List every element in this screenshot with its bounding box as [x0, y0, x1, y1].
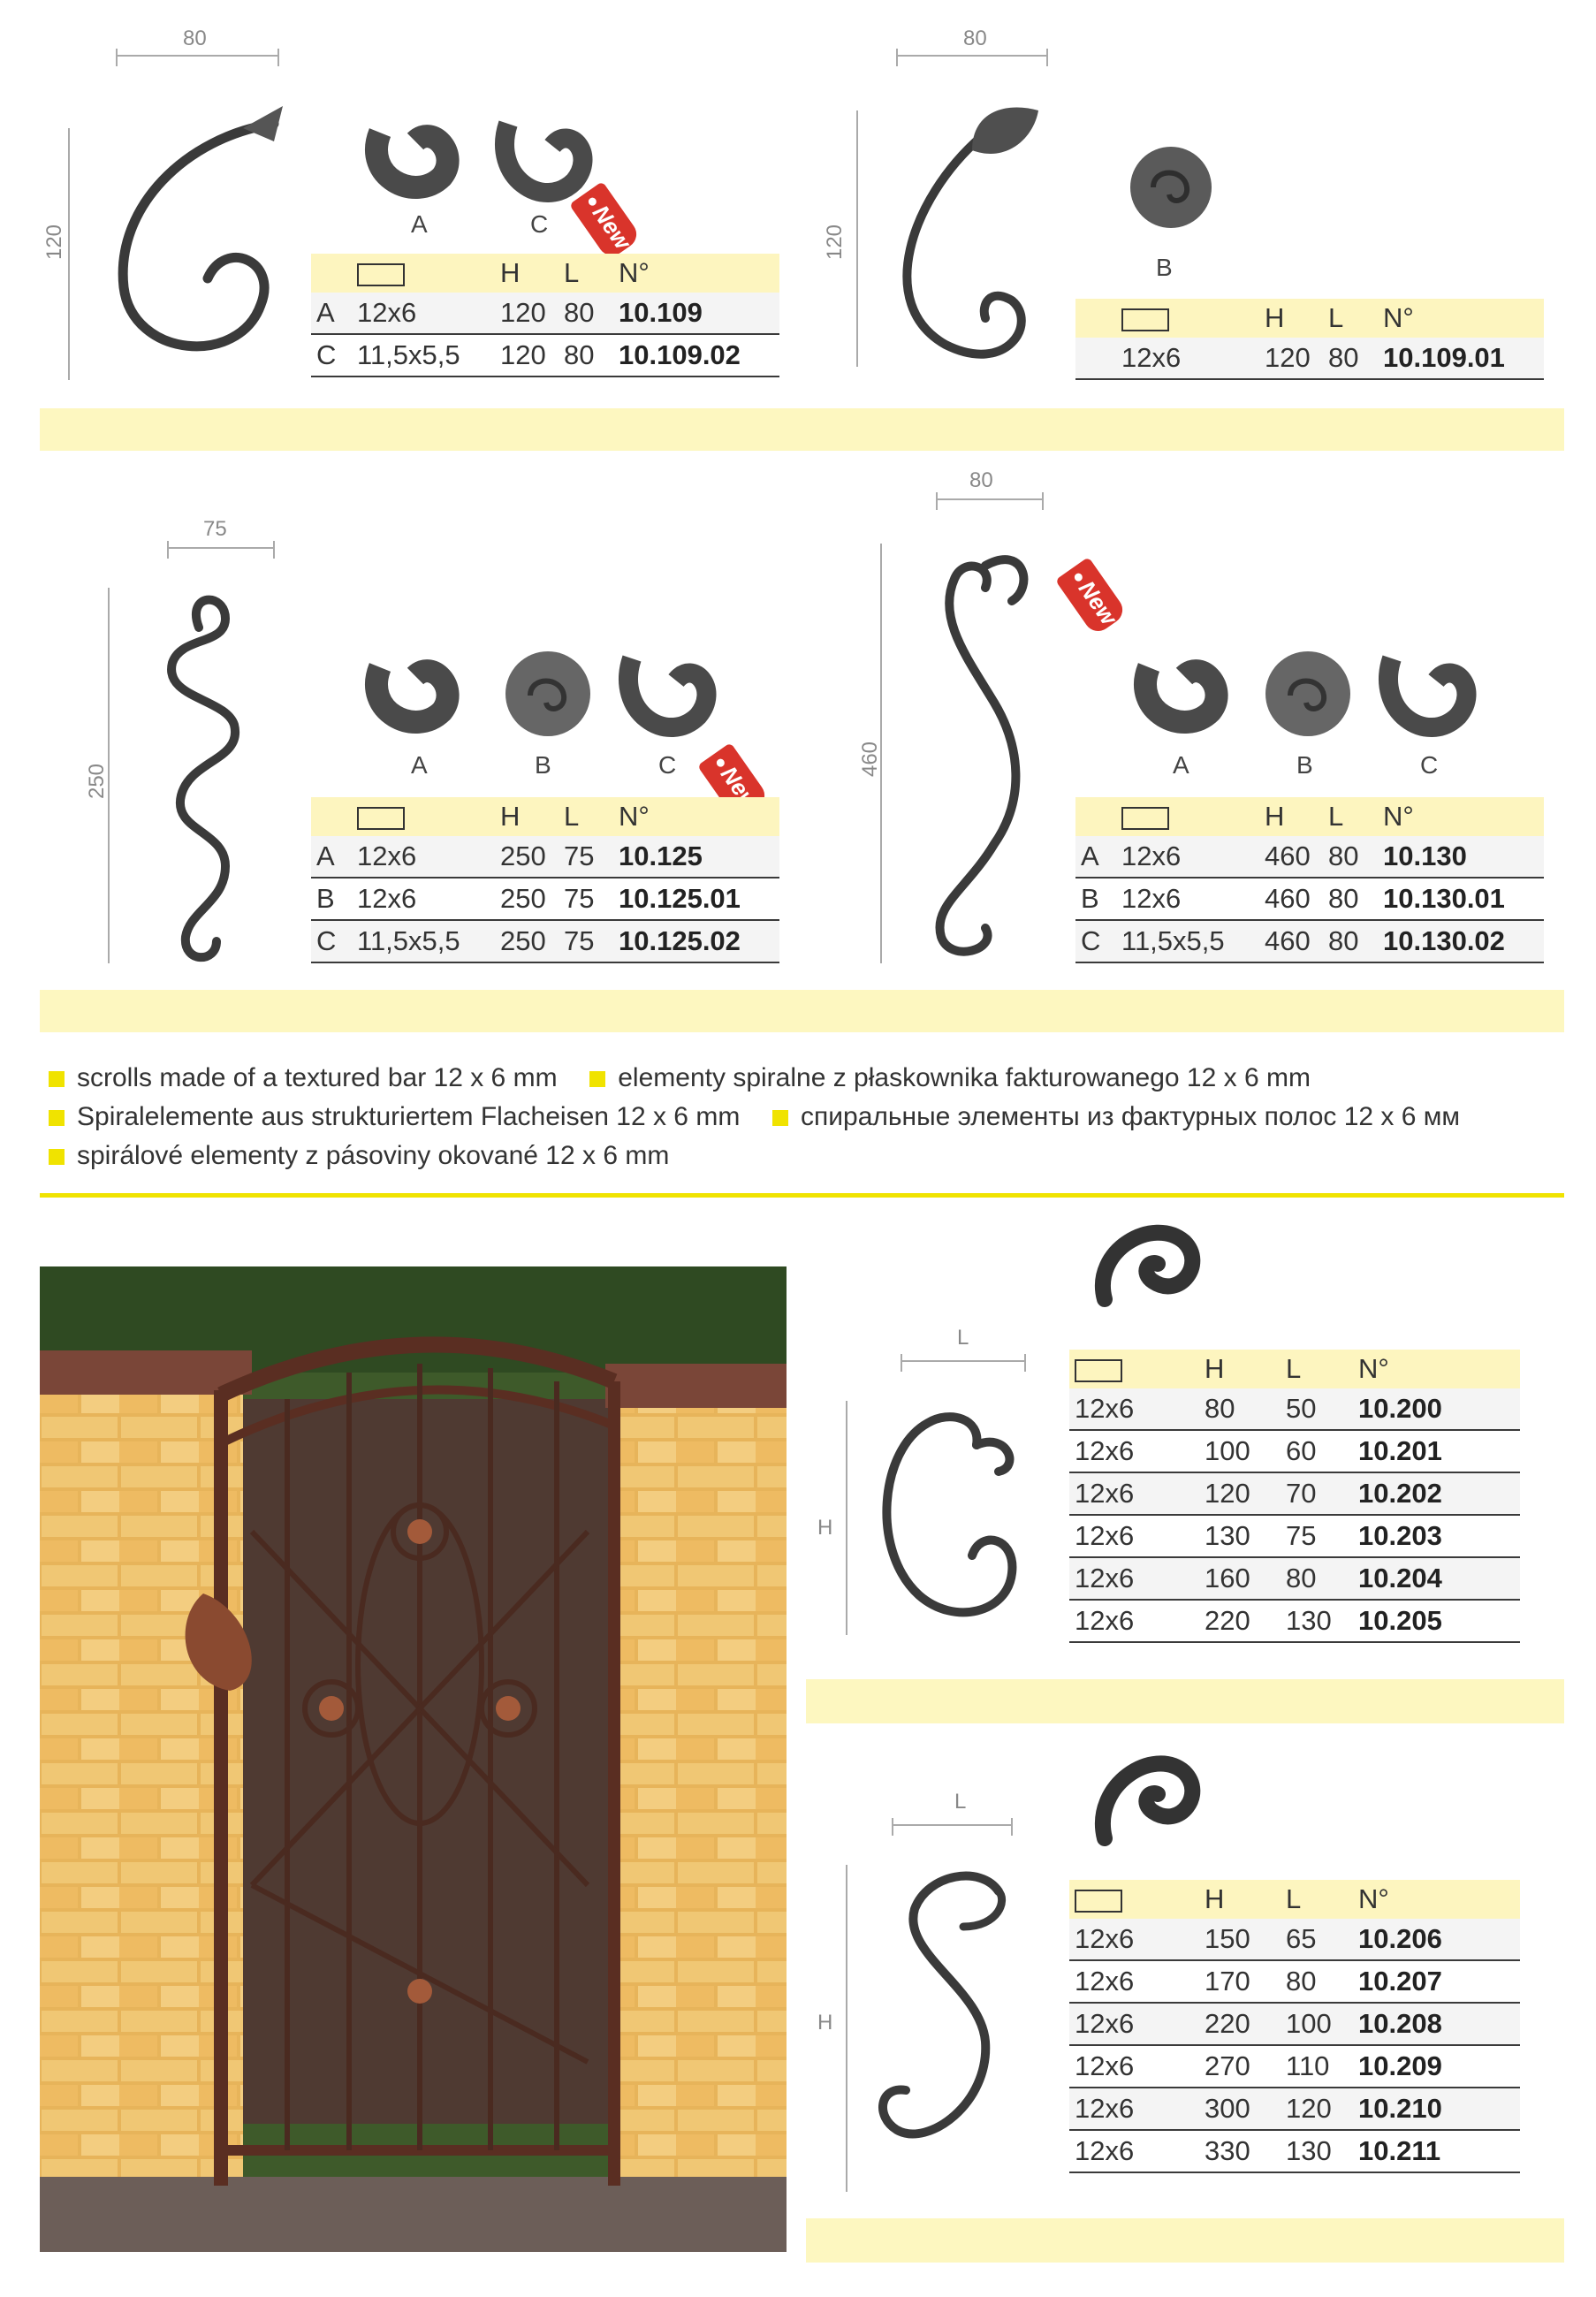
variant-label-a: A — [411, 751, 428, 779]
height-dimension: H — [817, 1516, 833, 1540]
s-scroll-drawing — [831, 1812, 1025, 2201]
scroll-profile-b — [1255, 641, 1361, 747]
bullet-icon — [49, 1071, 65, 1087]
scroll-drawing-1010901 — [840, 40, 1069, 393]
table-row: 12x6 300 120 10.210 — [1069, 2088, 1520, 2130]
description-cz: spirálové elementy z pásoviny okované 12 x 6 mm — [77, 1141, 670, 1170]
table-row: 12x6 330 130 10.211 — [1069, 2130, 1520, 2172]
gate-photo — [40, 1266, 787, 2252]
description-pl: elementy spiralne z płaskownika fakturowanego 12 x 6 mm — [618, 1063, 1311, 1092]
width-dimension: L — [954, 1790, 967, 1814]
table-row: C 11,5x5,5 460 80 10.130.02 — [1075, 920, 1544, 962]
scroll-drawing-10125 — [102, 530, 296, 972]
scroll-profile-b — [1118, 133, 1224, 239]
product-table-c-scrolls: H L N° 12x6 80 50 10.200 12x6 100 60 10.201 12x6 120 70 10.202 12x6 130 75 10.203 12x6 160 80 10.204 12x6 220 130 10.205 — [1069, 1350, 1520, 1643]
bullet-icon — [49, 1110, 65, 1126]
table-row: 12x6 120 80 10.109.01 — [1075, 338, 1544, 379]
height-dimension: 120 — [823, 224, 847, 261]
height-dimension: 250 — [85, 763, 110, 800]
variant-label-b: B — [1156, 254, 1173, 281]
table-row: B 12x6 460 80 10.130.01 — [1075, 878, 1544, 920]
variant-label-a: A — [411, 210, 428, 238]
table-row: B 12x6 250 75 10.125.01 — [311, 878, 779, 920]
scroll-drawing-10130 — [870, 482, 1056, 977]
table-row: 12x6 120 70 10.202 — [1069, 1472, 1520, 1515]
scroll-profile-a — [362, 641, 460, 738]
width-dimension: L — [957, 1326, 969, 1350]
section-divider-band — [40, 408, 1564, 451]
product-table-10130: H L N° A 12x6 460 80 10.130 B 12x6 460 80 10.130.01 C 11,5x5,5 460 80 10.130.02 — [1075, 797, 1544, 963]
table-row: A 12x6 460 80 10.130 — [1075, 836, 1544, 878]
variant-label-c: C — [658, 751, 677, 779]
table-row: 12x6 160 80 10.204 — [1069, 1557, 1520, 1600]
description-list — [49, 1059, 1551, 1175]
table-row: 12x6 150 65 10.206 — [1069, 1919, 1520, 1960]
description-ru: спиральные элементы из фактурных полос 12 x 6 мм — [801, 1102, 1461, 1131]
cross-section-icon — [357, 807, 405, 830]
new-badge: New — [1045, 557, 1129, 645]
table-row: 12x6 100 60 10.201 — [1069, 1430, 1520, 1472]
description-de: Spiralelemente aus strukturiertem Flacheisen 12 x 6 mm — [77, 1102, 741, 1131]
scroll-profile-c — [1374, 641, 1480, 747]
table-row: 12x6 220 130 10.205 — [1069, 1600, 1520, 1642]
product-table-10125: H L N° A 12x6 250 75 10.125 B 12x6 250 75 10.125.01 C 11,5x5,5 250 75 10.125.02 — [311, 797, 779, 963]
width-dimension: 80 — [969, 468, 993, 492]
bullet-icon — [589, 1071, 605, 1087]
variant-label-b: B — [535, 751, 551, 779]
product-table-s-scrolls: H L N° 12x6 150 65 10.206 12x6 170 80 10.207 12x6 220 100 10.208 12x6 270 110 10.209 12x6 300 120 10.210 12x6 330 130 10.211 — [1069, 1880, 1520, 2173]
variant-label-c: C — [1420, 751, 1439, 779]
scroll-profile-a — [1131, 641, 1228, 738]
table-row: 12x6 80 50 10.200 — [1069, 1388, 1520, 1430]
cross-section-icon — [357, 263, 405, 286]
variant-label-c: C — [530, 210, 549, 238]
product-table-10109: H L N° A 12x6 120 80 10.109 C 11,5x5,5 120 80 10.109.02 — [311, 254, 779, 377]
table-row: A 12x6 250 75 10.125 — [311, 836, 779, 878]
scroll-profile-b — [495, 641, 601, 747]
scroll-profile — [1083, 1746, 1206, 1860]
table-row: C 11,5x5,5 120 80 10.109.02 — [311, 334, 779, 376]
cross-section-icon — [1075, 1890, 1122, 1913]
section-divider-line — [40, 1193, 1564, 1198]
bullet-icon — [772, 1110, 788, 1126]
cross-section-icon — [1121, 807, 1169, 830]
height-dimension: 120 — [42, 224, 67, 261]
table-row: C 11,5x5,5 250 75 10.125.02 — [311, 920, 779, 962]
width-dimension: 80 — [183, 27, 207, 50]
product-table-1010901: H L N° 12x6 120 80 10.109.01 — [1075, 299, 1544, 380]
table-row: 12x6 270 110 10.209 — [1069, 2045, 1520, 2088]
scroll-profile-c — [614, 641, 720, 747]
bullet-icon — [49, 1149, 65, 1165]
description-en: scrolls made of a textured bar 12 x 6 mm — [77, 1063, 558, 1092]
table-row: 12x6 170 80 10.207 — [1069, 1960, 1520, 2003]
section-divider-band — [806, 2218, 1564, 2263]
new-badge: New — [687, 742, 771, 831]
table-row: 12x6 220 100 10.208 — [1069, 2003, 1520, 2045]
section-divider-band — [806, 1679, 1564, 1723]
c-scroll-drawing — [831, 1348, 1043, 1648]
width-dimension: 75 — [203, 517, 227, 541]
height-dimension: H — [817, 2011, 833, 2035]
scroll-drawing-10109 — [53, 40, 309, 393]
cross-section-icon — [1075, 1359, 1122, 1382]
scroll-profile — [1083, 1215, 1206, 1321]
variant-label-b: B — [1296, 751, 1313, 779]
scroll-profile-a — [362, 106, 460, 203]
cross-section-icon — [1121, 308, 1169, 331]
section-divider-band — [40, 990, 1564, 1032]
width-dimension: 80 — [963, 27, 987, 50]
table-row: 12x6 130 75 10.203 — [1069, 1515, 1520, 1557]
table-row: A 12x6 120 80 10.109 — [311, 293, 779, 334]
height-dimension: 460 — [858, 741, 883, 778]
new-badge: New — [559, 181, 642, 270]
variant-label-a: A — [1173, 751, 1189, 779]
